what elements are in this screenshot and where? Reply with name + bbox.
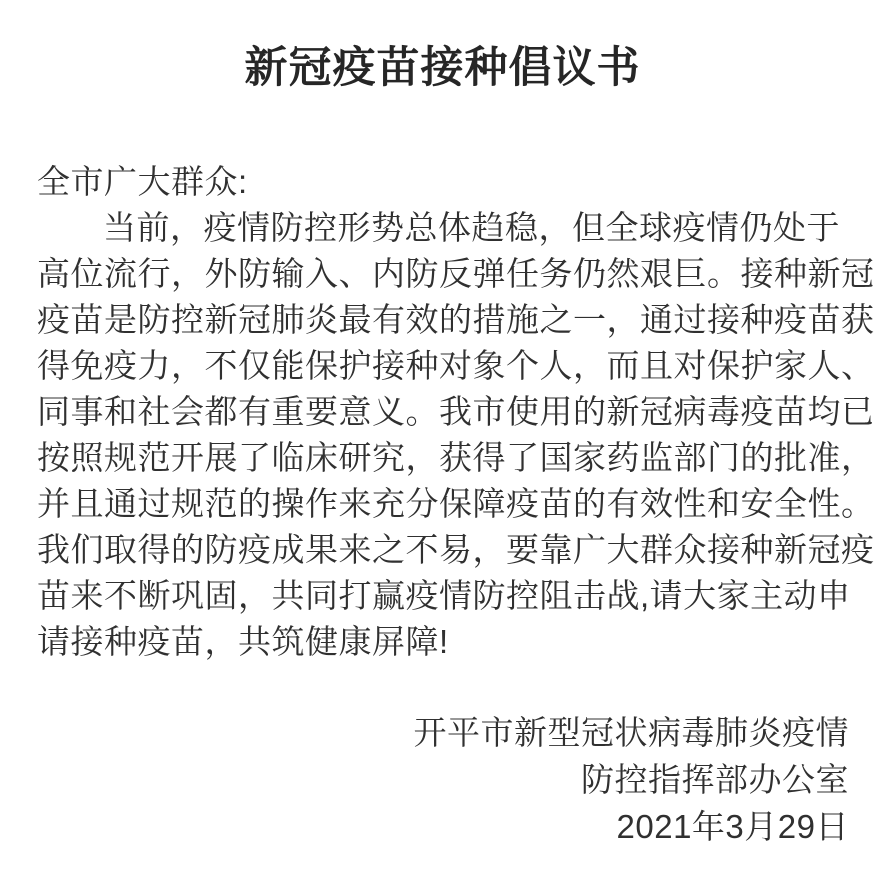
body-line-4: 得免疫力，不仅能保护接种对象个人，而且对保护家人、: [37, 347, 875, 384]
body-line-8: 我们取得的防疫成果来之不易，要靠广大群众接种新冠疫: [37, 531, 875, 568]
body-line-7: 并且通过规范的操作来充分保障疫苗的有效性和安全性。: [37, 485, 875, 522]
document-body: [0, 159, 885, 665]
signature-org-line-1: 开平市新型冠状病毒肺炎疫情: [413, 714, 849, 751]
signature-block: [0, 709, 885, 850]
body-line-5: 同事和社会都有重要意义。我市使用的新冠病毒疫苗均已: [37, 393, 875, 430]
signature-date: 2021年3月29日: [616, 808, 849, 845]
signature-org-line-2: 防控指挥部办公室: [581, 761, 849, 798]
document-title: 新冠疫苗接种倡议书: [244, 44, 641, 92]
body-line-9: 苗来不断巩固，共同打赢疫情防控阻击战,请大家主动申: [37, 577, 851, 614]
body-line-1: 当前，疫情防控形势总体趋稳，但全球疫情仍处于: [103, 209, 840, 246]
body-line-3: 疫苗是防控新冠肺炎最有效的措施之一，通过接种疫苗获: [37, 301, 875, 338]
salutation: 全市广大群众:: [37, 163, 248, 200]
body-line-6: 按照规范开展了临床研究，获得了国家药监部门的批准，: [37, 439, 875, 476]
body-line-10: 请接种疫苗，共筑健康屏障!: [37, 623, 449, 660]
body-line-2: 高位流行，外防输入、内防反弹任务仍然艰巨。接种新冠: [37, 255, 875, 292]
